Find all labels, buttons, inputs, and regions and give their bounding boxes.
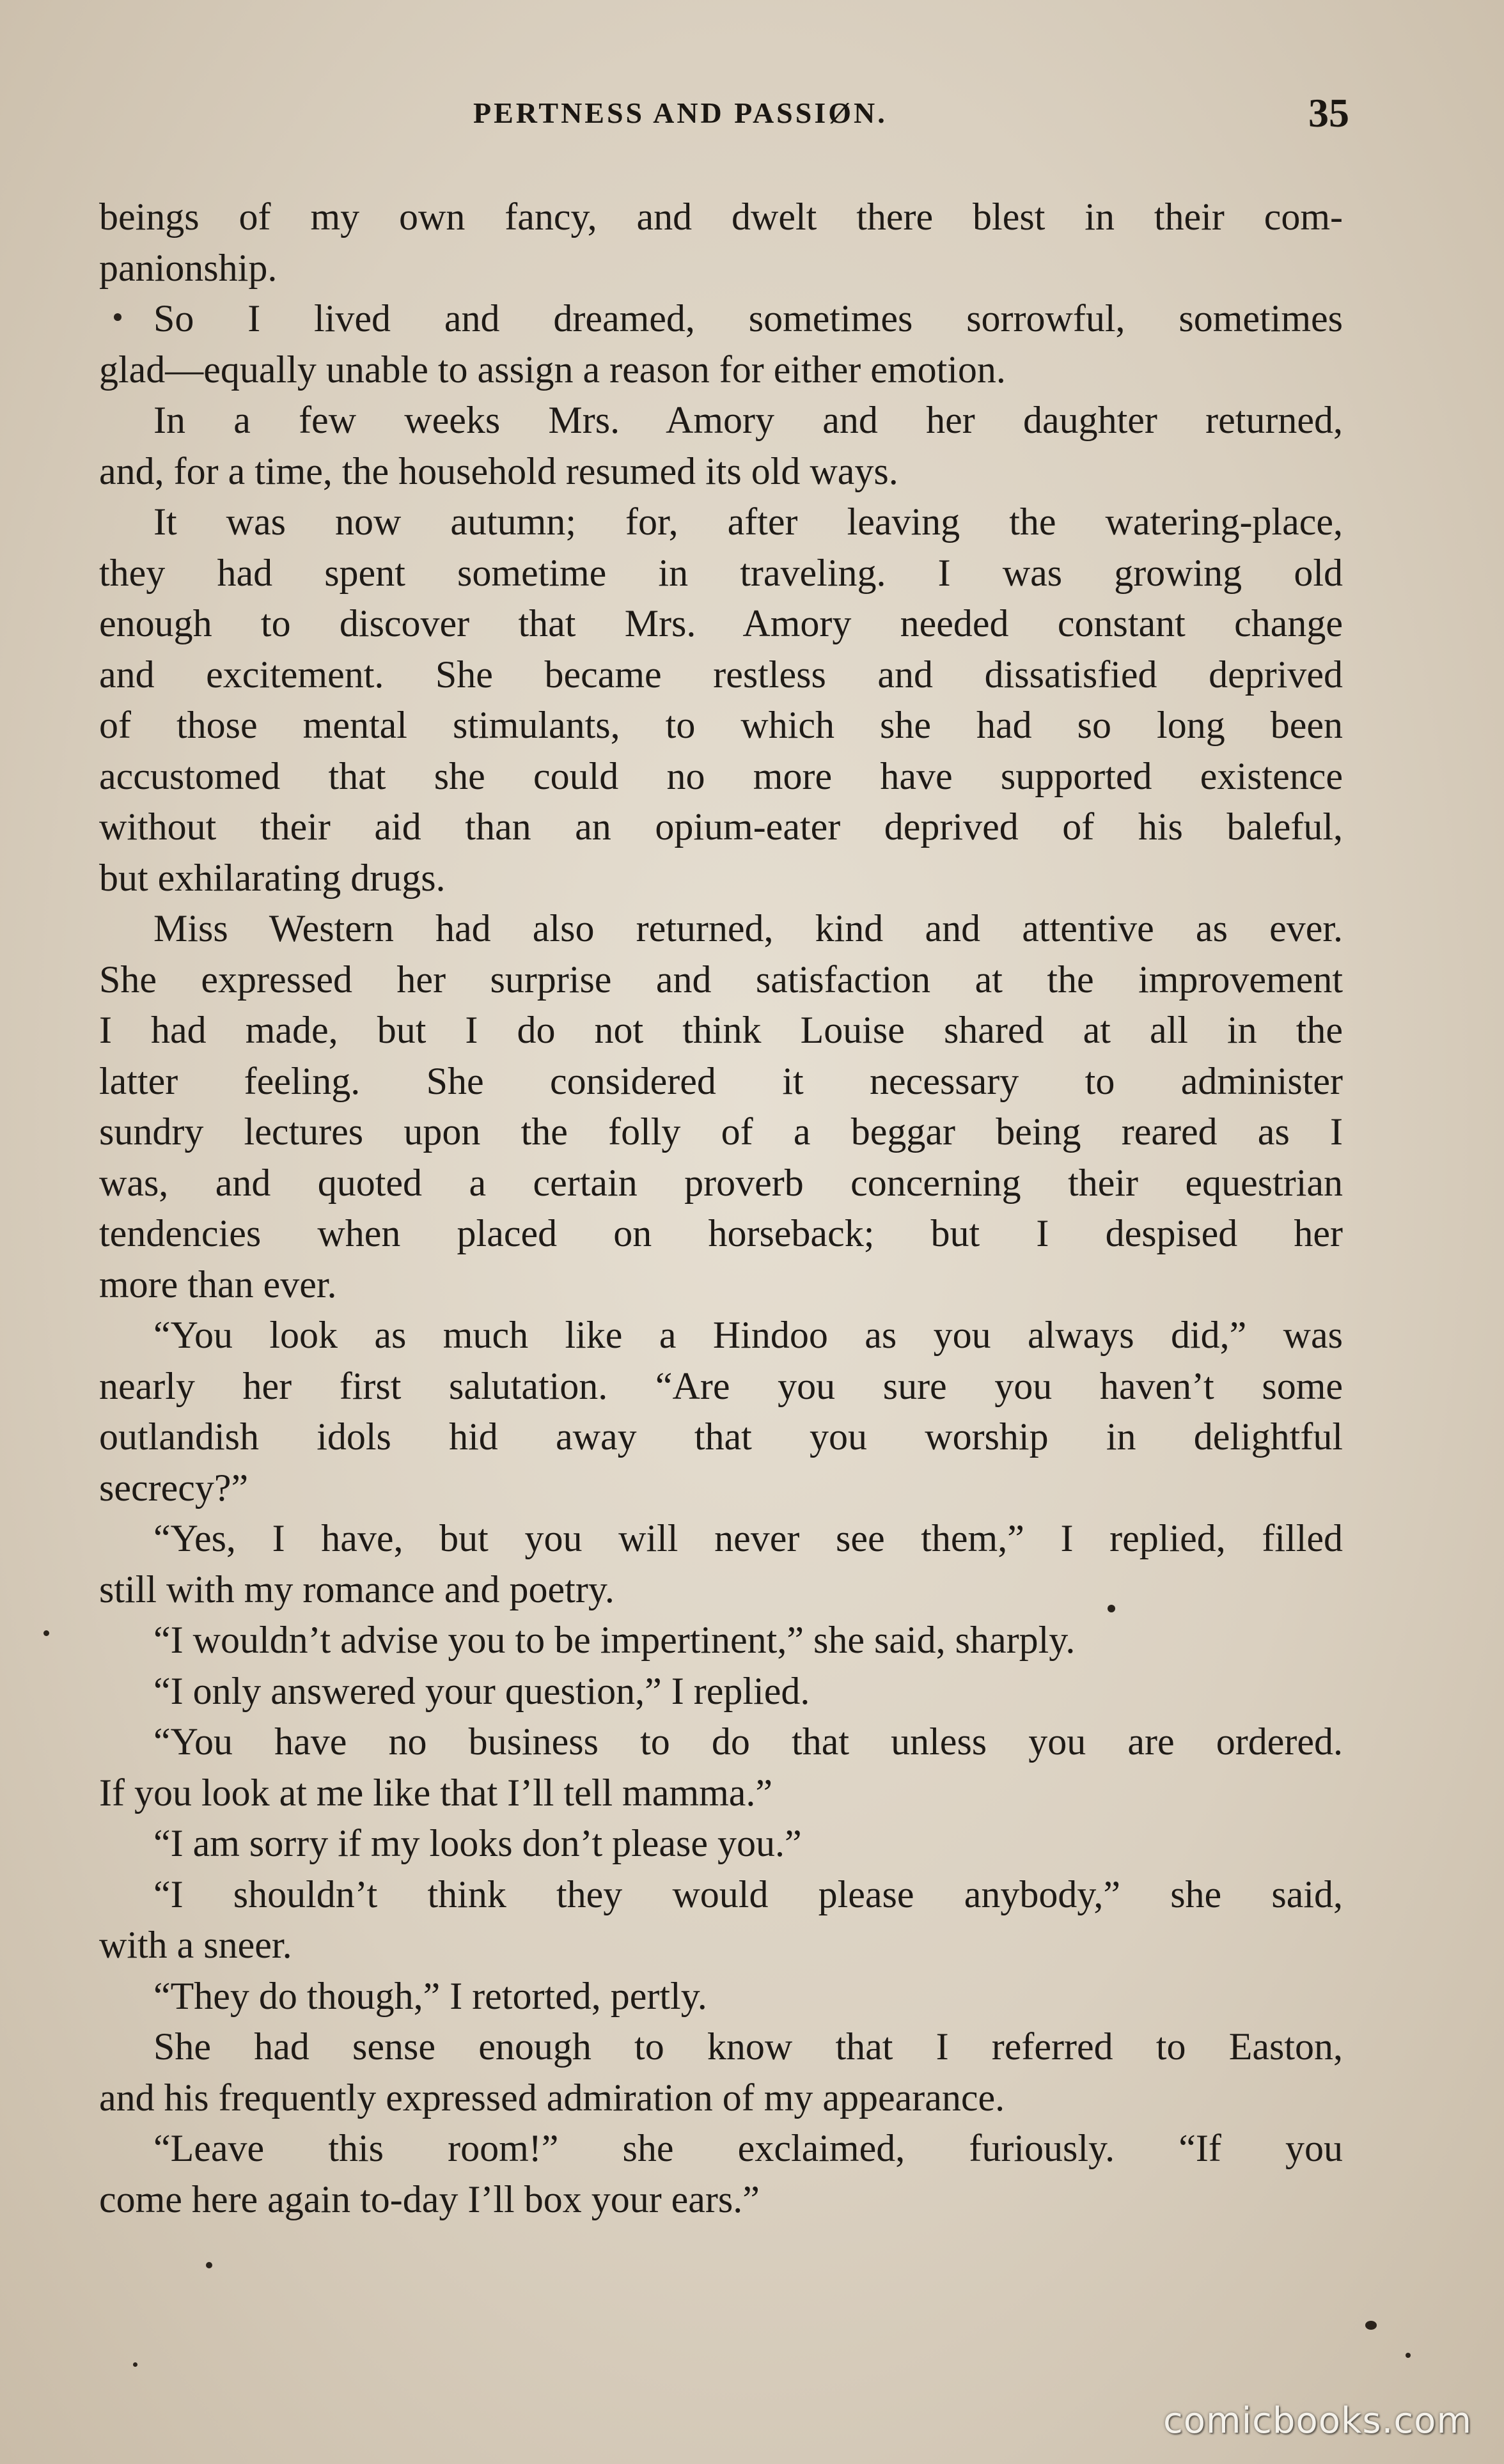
text-line: with a sneer.: [99, 1924, 292, 1966]
text-line: So I lived and dreamed, sometimes sorrowful, sometimes: [153, 297, 1343, 339]
text-line: “I shouldn’t think they would please anybody,” she said,: [153, 1873, 1343, 1915]
text-line: was, and quoted a certain proverb concerning their equestrian: [99, 1161, 1343, 1204]
text-line: She expressed her surprise and satisfaction at the improvement: [99, 958, 1343, 1001]
text-line: outlandish idols hid away that you worship in delightful: [99, 1415, 1343, 1458]
text-line: It was now autumn; for, after leaving the watering-place,: [153, 501, 1343, 543]
body-text: [99, 192, 1343, 2225]
ink-speck: [1108, 1605, 1115, 1612]
text-line: nearly her first salutation. “Are you sure you haven’t some: [99, 1364, 1343, 1407]
running-title: PERTNESS AND PASSIØN.: [473, 97, 888, 129]
ink-speck: [43, 1630, 49, 1636]
text-line: tendencies when placed on horseback; but I despised her: [99, 1212, 1343, 1254]
text-line: I had made, but I do not think Louise shared at all in the: [99, 1009, 1343, 1051]
text-line: “They do though,” I retorted, pertly.: [153, 1974, 707, 2017]
text-line: If you look at me like that I’ll tell mamma.”: [99, 1771, 773, 1814]
text-line: “Leave this room!” she exclaimed, furiously. “If you: [153, 2127, 1343, 2169]
ink-speck: [206, 2262, 212, 2268]
text-line: “I am sorry if my looks don’t please you.”: [153, 1822, 802, 1864]
text-line: glad—equally unable to assign a reason for either emotion.: [99, 348, 1006, 391]
ink-speck: [133, 2362, 137, 2367]
text-line: come here again to-day I’ll box your ears.”: [99, 2178, 760, 2220]
text-line: “I only answered your question,” I replied.: [153, 1669, 810, 1712]
watermark: comicbooks.com: [1163, 2400, 1472, 2442]
text-line: She had sense enough to know that I referred to Easton,: [153, 2025, 1343, 2068]
text-line: of those mental stimulants, to which she had so long been: [99, 704, 1343, 746]
text-line: and excitement. She became restless and dissatisfied deprived: [99, 653, 1343, 696]
text-line: beings of my own fancy, and dwelt there blest in their com-: [99, 196, 1343, 238]
ink-speck: [114, 313, 121, 321]
text-line: panionship.: [99, 246, 278, 289]
text-line: still with my romance and poetry.: [99, 1568, 615, 1610]
text-line: and his frequently expressed admiration of my appearance.: [99, 2076, 1005, 2119]
text-line: Miss Western had also returned, kind and attentive as ever.: [153, 907, 1343, 949]
text-line: and, for a time, the household resumed its old ways.: [99, 449, 898, 492]
text-line: In a few weeks Mrs. Amory and her daughter returned,: [153, 399, 1343, 441]
ink-speck: [1406, 2353, 1411, 2358]
text-line: latter feeling. She considered it necessary to administer: [99, 1059, 1343, 1102]
text-line: they had spent sometime in traveling. I was growing old: [99, 551, 1343, 594]
text-line: enough to discover that Mrs. Amory needed constant change: [99, 602, 1343, 644]
page-number: 35: [1308, 90, 1349, 136]
text-line: “You have no business to do that unless you are ordered.: [153, 1720, 1343, 1763]
text-line: “You look as much like a Hindoo as you always did,” was: [153, 1314, 1343, 1356]
text-line: “I wouldn’t advise you to be impertinent,” she said, sharply.: [153, 1619, 1076, 1661]
text-line: more than ever.: [99, 1263, 337, 1306]
text-line: without their aid than an opium-eater deprived of his baleful,: [99, 806, 1343, 848]
page-header: [102, 90, 1349, 147]
text-line: secrecy?”: [99, 1466, 249, 1509]
text-line: “Yes, I have, but you will never see them,” I replied, filled: [153, 1517, 1343, 1559]
ink-speck: [1365, 2321, 1377, 2330]
text-line: sundry lectures upon the folly of a beggar being reared as I: [99, 1111, 1343, 1153]
text-line: accustomed that she could no more have supported existence: [99, 754, 1343, 797]
text-line: but exhilarating drugs.: [99, 856, 446, 899]
